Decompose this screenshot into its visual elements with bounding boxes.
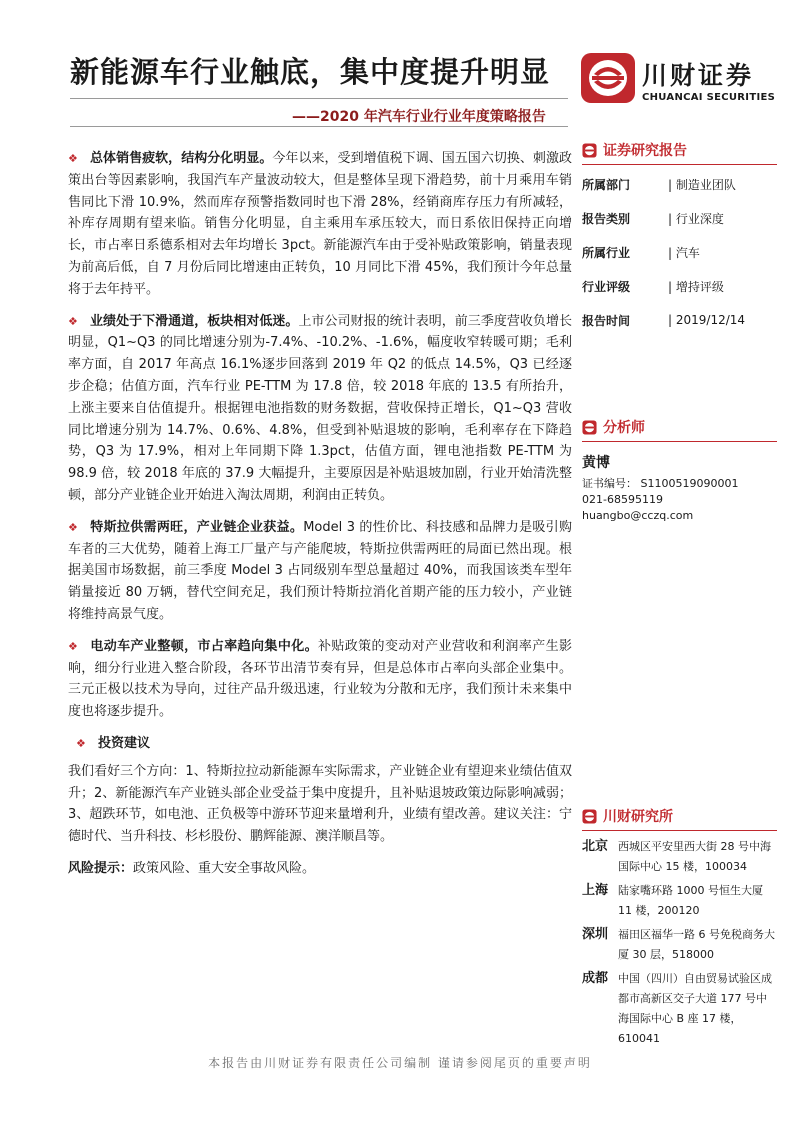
info-value: | 增持评级 xyxy=(668,279,724,294)
logo-name-en: CHUANCAI SECURITIES xyxy=(642,92,776,103)
diamond-bullet-icon: ❖ xyxy=(68,314,78,328)
info-row xyxy=(582,167,777,201)
info-key: 报告类别 xyxy=(582,211,631,226)
office-entry xyxy=(582,925,777,965)
company-logo xyxy=(580,52,780,110)
analyst-heading-label: 分析师 xyxy=(603,420,645,436)
info-value: | 2019/12/14 xyxy=(668,313,746,327)
paragraph-earnings xyxy=(68,311,572,507)
office-entry xyxy=(582,837,777,877)
logo-mini-icon xyxy=(582,420,597,435)
office-city: 成都 xyxy=(582,971,609,986)
paragraph-text: 补贴政策的变动对产业营收和利润率产生影响，细分行业进入整合阶段，各环节出清节奏有异，但是总体市占率向头部企业集中。三元正极以技术为导向，过往产品升级迅速，行业较为分散和无序，我们预计未来集中度也将逐步提升。 xyxy=(68,638,572,720)
analyst-email[interactable]: huangbo@cczq.com xyxy=(582,509,694,522)
risk-label: 风险提示： xyxy=(68,860,134,876)
paragraph-text: 上市公司财报的统计表明，前三季度营收负增长明显，Q1~Q3 的同比增速分别为-7.4%、-10.2%、-1.6%，幅度收窄转暖可期；毛利率方面，自 2017 年高点 16.1%逐步回落到 2019 年 Q2 的低点 14.5%，Q3 已经逐步企稳；估值方面，汽车行业 PE-TTM 为 17.8 倍，较 2018 年底的 13.5 有所抬升，上涨主要来自估值提升。根据锂电池指数的财务数据，营收保持正增长，Q1~Q3 营收同比增速分别为 14.7%、0.6%、4.8%，但受到补贴退坡的影响，毛利率存在下降趋势，Q3 为 17.9%，相对上年同期下降 1.3pct，估值方面，锂电池指数 PE-TTM 为 98.9 倍，较 2018 年底的 37.9 大幅提升，主要原因是补贴退坡加剧，行业开始清洗整顿，部分产业链企业开始进入淘汰周期，利润由正转负。 xyxy=(68,313,572,503)
paragraph-lead: 特斯拉供需两旺，产业链企业获益。 xyxy=(90,519,304,535)
office-address: 陆家嘴环路 1000 号恒生大厦 11 楼，200120 xyxy=(618,884,763,917)
office-city: 上海 xyxy=(582,883,609,898)
risk-text: 政策风险、重大安全事故风险。 xyxy=(133,860,316,876)
office-city: 深圳 xyxy=(582,927,609,942)
paragraph-tesla xyxy=(68,517,572,626)
office-city: 北京 xyxy=(582,839,609,854)
page-footer: 本报告由川财证券有限责任公司编制 谨请参阅尾页的重要声明 xyxy=(208,1056,592,1070)
office-entry xyxy=(582,881,777,921)
diamond-bullet-icon: ❖ xyxy=(68,152,78,165)
paragraph-investment: 我们看好三个方向：1、特斯拉拉动新能源车实际需求，产业链企业有望迎来业绩估值双升；2、新能源汽车产业链头部企业受益于集中度提升，且补贴退坡政策边际影响减弱；3、超跌环节，如电池、正负极等中游环节迎来量增利升，业绩有望改善。建议关注：宁德时代、当升科技、杉杉股份、鹏辉能源、澳洋顺昌等。 xyxy=(68,763,572,845)
office-address: 中国（四川）自由贸易试验区成都市高新区交子大道 177 号中海国际中心 B 座 17 楼，610041 xyxy=(618,972,772,1045)
info-key: 所属行业 xyxy=(582,245,631,260)
header-divider-bottom xyxy=(70,126,568,127)
info-key: 报告时间 xyxy=(582,313,631,328)
report-header xyxy=(0,0,800,130)
analyst-cert: 证书编号： S1100519090001 xyxy=(582,477,739,490)
info-row xyxy=(582,235,777,269)
logo-mini-icon xyxy=(582,809,597,824)
info-key: 所属部门 xyxy=(582,177,631,192)
diamond-bullet-icon: ❖ xyxy=(76,736,86,750)
logo-mini-icon xyxy=(582,143,597,158)
investment-heading-label: 投资建议 xyxy=(98,735,151,751)
paragraph-lead: 电动车产业整顿，市占率趋向集中化。 xyxy=(90,638,318,654)
report-title: 新能源车行业触底，集中度提升明显 xyxy=(70,55,551,89)
report-info-list xyxy=(582,167,777,337)
logo-name-cn: 川财证券 xyxy=(642,61,755,90)
paragraph-ev-industry xyxy=(68,636,572,723)
analyst-heading xyxy=(582,417,777,442)
paragraph-text: 今年以来，受到增值税下调、国五国六切换、刺激政策出台等因素影响，我国汽车产量波动较大，但是整体呈现下滑趋势，前十月乘用车销售同比下滑 10.9%，然而库存预警指数同时也下滑 28%，经销商库存压力有所减轻，补库存周期有望来临。销售分化明显，自主乘用车承压较大，而日系依旧保持正向增长，市占率日系德系相对去年均增长 3pct。新能源汽车由于受补贴政策影响，销量表现为前高后低，自 7 月份后同比增速由正转负，10 月同比下滑 45%，我们预计今年总量将于去年持平。 xyxy=(68,151,572,297)
info-row xyxy=(582,269,777,303)
institute-heading-label: 川财研究所 xyxy=(603,809,673,825)
info-value: | 汽车 xyxy=(668,245,700,260)
header-divider-top xyxy=(70,98,568,99)
office-address: 西城区平安里西大街 28 号中海国际中心 15 楼，100034 xyxy=(618,840,771,873)
analyst-name: 黄博 xyxy=(582,455,610,471)
info-key: 行业评级 xyxy=(582,279,631,294)
info-value: | 制造业团队 xyxy=(668,177,736,192)
info-row xyxy=(582,303,777,337)
logo-mark-icon xyxy=(580,52,636,104)
report-info-heading xyxy=(582,140,777,165)
report-body xyxy=(68,148,572,890)
report-subtitle: ——2020 年汽车行业行业年度策略报告 xyxy=(292,109,546,125)
report-sidebar xyxy=(582,140,777,1049)
info-row xyxy=(582,201,777,235)
office-address: 福田区福华一路 6 号免税商务大厦 30 层，518000 xyxy=(618,928,775,961)
risk-note xyxy=(68,858,572,880)
paragraph-sales xyxy=(68,148,572,301)
investment-heading xyxy=(76,733,572,755)
info-value: | 行业深度 xyxy=(668,211,724,226)
paragraph-text: Model 3 的性价比、科技感和品牌力是吸引购车者的三大优势，随着上海工厂量产与产能爬坡，特斯拉供需两旺的局面已然出现。根据美国市场数据，前三季度 Model 3 占同级别车型总量超过 40%，而我国该类车型年销量接近 80 万辆，替代空间充足，我们预计特斯拉消化首期产能的压力较小，产业链将维持高景气度。 xyxy=(68,519,572,622)
paragraph-lead: 总体销售疲软，结构分化明显。 xyxy=(90,151,273,166)
analyst-phone: 021-68595119 xyxy=(582,493,663,506)
diamond-bullet-icon: ❖ xyxy=(68,639,78,653)
office-entry xyxy=(582,969,777,1049)
paragraph-lead: 业绩处于下滑通道，板块相对低迷。 xyxy=(90,313,299,329)
diamond-bullet-icon: ❖ xyxy=(68,520,78,534)
institute-heading xyxy=(582,806,777,831)
report-info-heading-label: 证券研究报告 xyxy=(603,143,687,159)
